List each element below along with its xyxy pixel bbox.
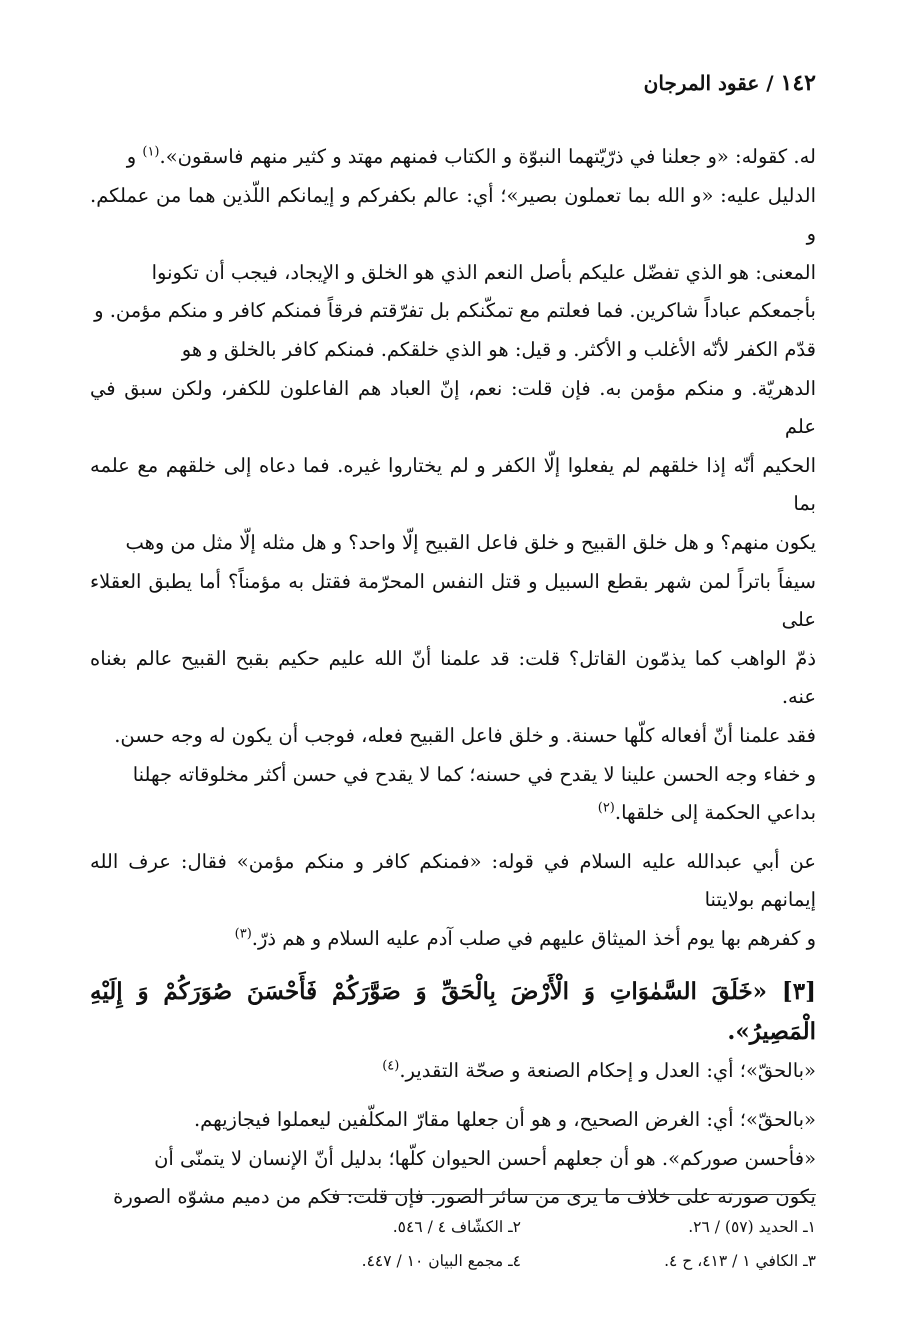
- hadith-line: و كفرهم بها يوم أخذ الميثاق عليهم في صلب آدم عليه السلام و هم ذرّ.$^{(٣)}$: [234, 926, 816, 950]
- text-line: بأجمعكم عباداً شاكرين. فما فعلتم مع تمكّنكم بل تفرّقتم فرقاً فمنكم كافر و منكم مؤمن. و: [94, 299, 816, 323]
- book-title: عقود المرجان: [643, 71, 760, 95]
- footnote-divider: [328, 1194, 816, 1195]
- gloss-line: «فأحسن صوركم». هو أن جعلهم أحسن الحيوان كلّها؛ بدليل أنّ الإنسان لا يتمنّى أن: [154, 1146, 816, 1170]
- text-line: الدهريّة. و منكم مؤمن به. فإن قلت: نعم، إنّ العباد هم الفاعلون للكفر، ولكن سبق في علم: [90, 376, 816, 439]
- text-line: الدليل عليه: «و الله بما تعملون بصير»؛ أي: عالم بكفركم و إيمانكم اللّذين هما من عملكم. و: [90, 183, 816, 246]
- text-line: الحكيم أنّه إذا خلقهم لم يفعلوا إلّا الكفر و لم يختاروا غيره. فما دعاه إلى خلقهم مع علمه بما: [90, 453, 816, 516]
- footnote-1: ١ـ الحديد (٥٧) / ٢٦.: [688, 1218, 816, 1236]
- header-separator: /: [759, 71, 781, 95]
- text-line: المعنى: هو الذي تفضّل عليكم بأصل النعم الذي هو الخلق و الإيجاد، فيجب أن تكونوا: [151, 260, 816, 284]
- verse-number: [٣]: [781, 978, 816, 1006]
- gloss-line: يكون صورته على خلاف ما يرى من سائر الصور. فإن قلت: فكم من دميم مشوّه الصورة: [113, 1185, 816, 1209]
- footnotes: [226, 1210, 816, 1278]
- quran-verse: [90, 972, 816, 1052]
- footnote-2: ٢ـ الكشّاف ٤ / ٥٤٦.: [392, 1218, 521, 1236]
- page-number: ١٤٢: [780, 70, 816, 96]
- footnote-row: [226, 1244, 816, 1278]
- footnote-marker-2[interactable]: (٢): [597, 800, 615, 816]
- footnote-marker-3[interactable]: (٣): [234, 926, 252, 942]
- footnote-marker-4[interactable]: (٤): [382, 1058, 400, 1074]
- footnote-3: ٣ـ الكافي ١ / ٤١٣، ح ٤.: [664, 1252, 816, 1270]
- text-line: فقد علمنا أنّ أفعاله كلّها حسنة. و خلق فاعل القبيح فعله، فوجب أن يكون له وجه حسن.: [114, 723, 816, 747]
- gloss-line: «بالحقّ»؛ أي: العدل و إحكام الصنعة و صحّة التقدير.$^{(٤)}$: [382, 1058, 816, 1083]
- footnote-4: ٤ـ مجمع البيان ١٠ / ٤٤٧.: [361, 1252, 521, 1270]
- text-line: و خفاء وجه الحسن علينا لا يقدح في حسنه؛ كما لا يقدح في حسن أكثر مخلوقاته جهلنا: [132, 762, 816, 786]
- footnote-marker-1[interactable]: (١): [142, 144, 160, 160]
- hadith-line: عن أبي عبدالله عليه السلام في قوله: «فمنكم كافر و منكم مؤمن» فقال: عرف الله إيمانهم بولايتنا: [90, 849, 816, 912]
- footnote-row: [226, 1210, 816, 1244]
- main-text: [90, 138, 816, 1217]
- text-line: سيفاً باتراً لمن شهر بقطع السبيل و قتل النفس المحرّمة فقتل به مؤمناً؟ أما يطبق العقلاء على: [90, 569, 816, 632]
- text-line: بداعي الحكمة إلى خلقها.$^{(٢)}$: [597, 800, 816, 825]
- text-line: ذمّ الواهب كما يذمّون القاتل؟ قلت: قد علمنا أنّ الله عليم حكيم بقبح القبيح عالم بغناه عنه.: [90, 646, 816, 709]
- text-line: يكون منهم؟ و هل خلق القبيح و خلق فاعل القبيح إلّا واحد؟ و هل مثله إلّا مثل من وهب: [125, 530, 816, 554]
- verse-text: «خَلَقَ السَّمٰوَاتِ وَ الْأَرْضَ بِالْحَقِّ وَ صَوَّرَكُمْ فَأَحْسَنَ صُوَرَكُمْ وَ إِلَيْهِ الْمَصِيرُ».: [90, 978, 816, 1046]
- running-header: [644, 70, 816, 96]
- text-line: له. كقوله: «و جعلنا في ذرّيّتهما النبوّة و الكتاب فمنهم مهتد و كثير منهم فاسقون».$^{(١)}$ و: [126, 144, 816, 168]
- text-line: قدّم الكفر لأنّه الأغلب و الأكثر. و قيل: هو الذي خلقكم. فمنكم كافر بالخلق و هو: [181, 337, 816, 361]
- gloss-line: «بالحقّ»؛ أي: الغرض الصحيح، و هو أن جعلها مقارّ المكلّفين ليعملوا فيجازيهم.: [193, 1108, 816, 1132]
